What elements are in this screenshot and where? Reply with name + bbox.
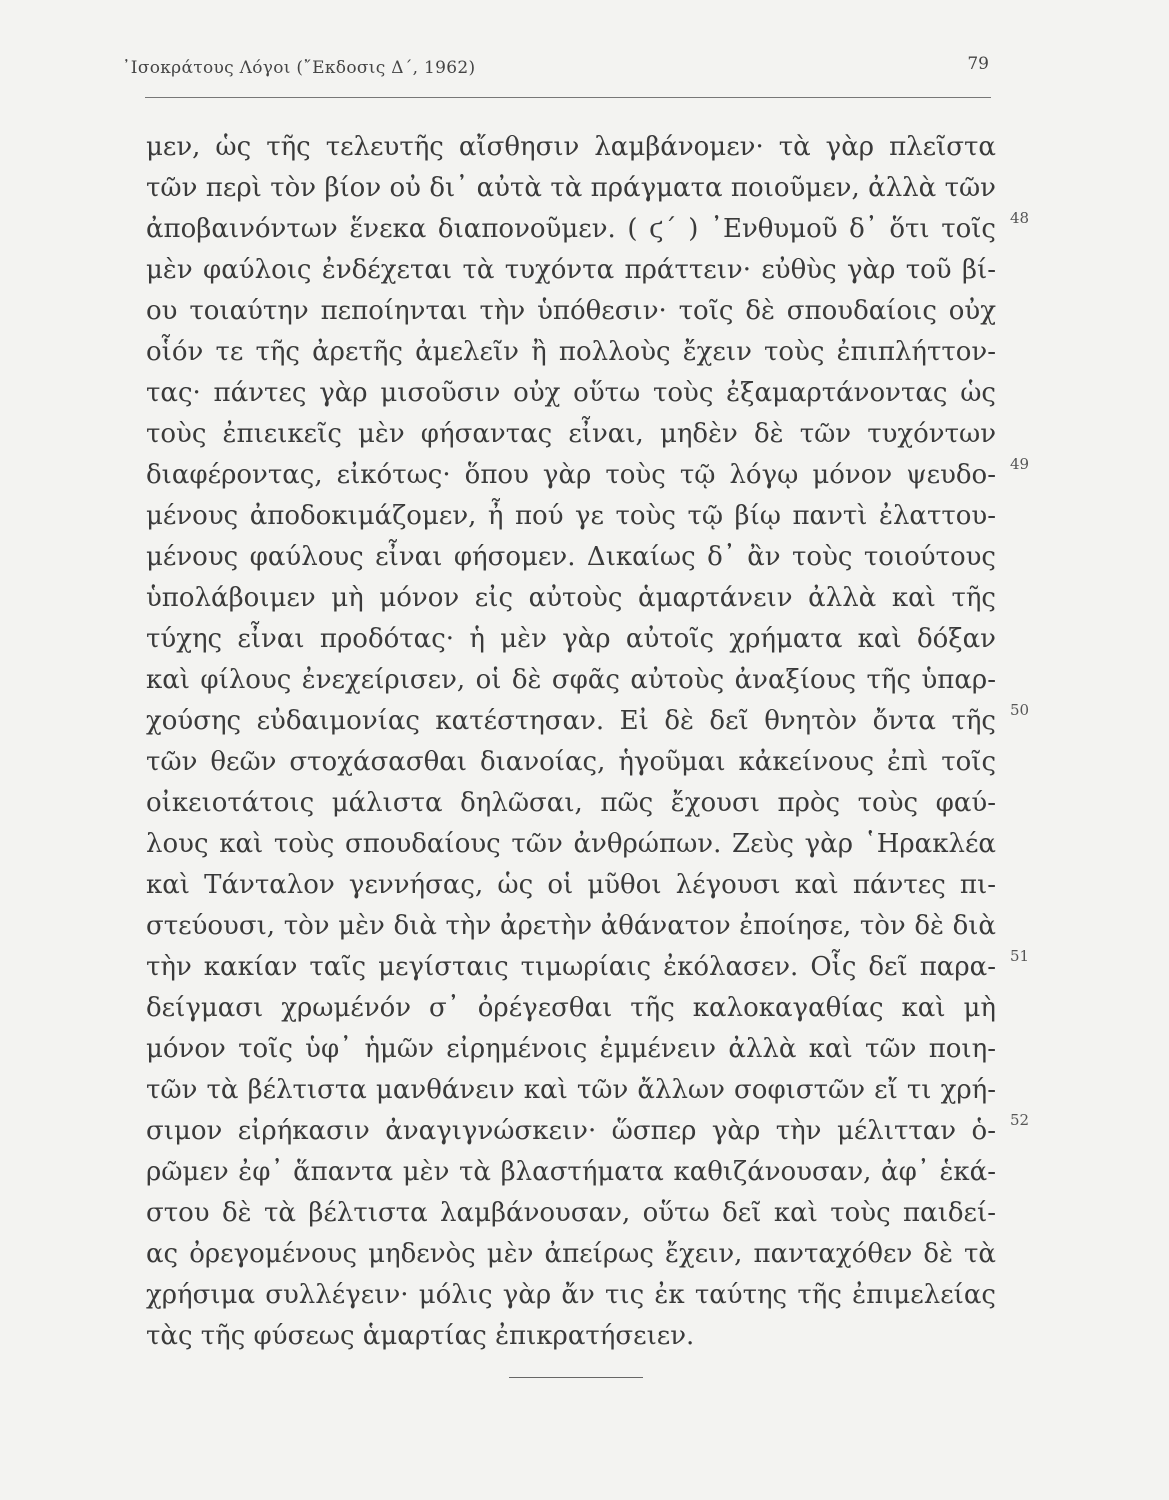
- text-line: καὶ φίλους ἐνεχείρισεν, οἱ δὲ σφᾶς αὐτοὺς ἀναξίους τῆς ὑπαρ-: [146, 665, 996, 695]
- text-line: ὑπολάβοιμεν μὴ μόνον εἰς αὐτοὺς ἁμαρτάνειν ἀλλὰ καὶ τῆς: [146, 583, 996, 613]
- text-line: τῶν περὶ τὸν βίον οὐ δι᾿ αὐτὰ τὰ πράγματα ποιοῦμεν, ἀλλὰ τῶν: [146, 173, 996, 203]
- running-head: ᾿Ισοκράτους Λόγοι (῎Εκδοσις Δ΄, 1962): [122, 58, 476, 78]
- text-line: τοὺς ἐπιεικεῖς μὲν φήσαντας εἶναι, μηδὲν δὲ τῶν τυχόντων: [146, 419, 996, 449]
- text-line: τῶν θεῶν στοχάσασθαι διανοίας, ἡγοῦμαι κἀκείνους ἐπὶ τοῖς: [146, 747, 996, 777]
- text-line: τὴν κακίαν ταῖς μεγίσταις τιμωρίαις ἐκόλασεν. Οἷς δεῖ παρα-: [146, 952, 996, 982]
- text-line: ρῶμεν ἐφ᾿ ἅπαντα μὲν τὰ βλαστήματα καθιζάνουσαν, ἀφ᾿ ἑκά-: [146, 1157, 996, 1187]
- page-number: 79: [967, 54, 989, 74]
- margin-number: 51: [1010, 947, 1030, 965]
- text-line: ας ὀρεγομένους μηδενὸς μὲν ἀπείρως ἔχειν, πανταχόθεν δὲ τὰ: [146, 1239, 996, 1269]
- text-line: οἰκειοτάτοις μάλιστα δηλῶσαι, πῶς ἔχουσι πρὸς τοὺς φαύ-: [146, 788, 996, 818]
- text-line: διαφέροντας, εἰκότως· ὅπου γὰρ τοὺς τῷ λόγῳ μόνον ψευδο-: [146, 460, 996, 490]
- text-line: οἷόν τε τῆς ἀρετῆς ἀμελεῖν ἢ πολλοὺς ἔχειν τοὺς ἐπιπλήττον-: [146, 337, 996, 367]
- text-line: λους καὶ τοὺς σπουδαίους τῶν ἀνθρώπων. Ζεὺς γὰρ ῾Ηρακλέα: [146, 829, 996, 859]
- text-line: στεύουσι, τὸν μὲν διὰ τὴν ἀρετὴν ἀθάνατον ἐποίησε, τὸν δὲ διὰ: [146, 911, 996, 941]
- text-line: μένους ἀποδοκιμάζομεν, ἦ πού γε τοὺς τῷ βίῳ παντὶ ἐλαττου-: [146, 501, 996, 531]
- text-line: σιμον εἰρήκασιν ἀναγιγνώσκειν· ὥσπερ γὰρ τὴν μέλιτταν ὁ-: [146, 1116, 996, 1146]
- text-line: μένους φαύλους εἶναι φήσομεν. Δικαίως δ᾿ ἂν τοὺς τοιούτους: [146, 542, 996, 572]
- main-text: [146, 127, 996, 1357]
- text-line: δείγμασι χρωμένόν σ᾿ ὀρέγεσθαι τῆς καλοκαγαθίας καὶ μὴ: [146, 993, 996, 1023]
- text-line: μεν, ὡς τῆς τελευτῆς αἴσθησιν λαμβάνομεν· τὰ γὰρ πλεῖστα: [146, 132, 996, 162]
- text-line: τῶν τὰ βέλτιστα μανθάνειν καὶ τῶν ἄλλων σοφιστῶν εἴ τι χρή-: [146, 1075, 996, 1105]
- text-line: καὶ Τάνταλον γεννήσας, ὡς οἱ μῦθοι λέγουσι καὶ πάντες πι-: [146, 870, 996, 900]
- text-line: τύχης εἶναι προδότας· ἡ μὲν γὰρ αὐτοῖς χρήματα καὶ δόξαν: [146, 624, 996, 654]
- header-rule: [145, 97, 991, 98]
- end-rule: [509, 1377, 643, 1378]
- margin-number: 50: [1010, 701, 1030, 719]
- margin-number: 48: [1010, 209, 1030, 227]
- text-line: μόνον τοῖς ὑφ᾿ ἡμῶν εἰρημένοις ἐμμένειν ἀλλὰ καὶ τῶν ποιη-: [146, 1034, 996, 1064]
- text-line-last: τὰς τῆς φύσεως ἁμαρτίας ἐπικρατήσειεν.: [146, 1321, 695, 1351]
- text-line: μὲν φαύλοις ἐνδέχεται τὰ τυχόντα πράττειν· εὐθὺς γὰρ τοῦ βί-: [146, 255, 996, 285]
- margin-number: 52: [1010, 1111, 1030, 1129]
- text-line: ἀποβαινόντων ἕνεκα διαπονοῦμεν. ( ϛ΄ ) ᾿Ενθυμοῦ δ᾿ ὅτι τοῖς: [146, 214, 996, 244]
- text-line: χούσης εὐδαιμονίας κατέστησαν. Εἰ δὲ δεῖ θνητὸν ὄντα τῆς: [146, 706, 996, 736]
- text-line: ου τοιαύτην πεποίηνται τὴν ὑπόθεσιν· τοῖς δὲ σπουδαίοις οὐχ: [146, 296, 996, 326]
- text-line: χρήσιμα συλλέγειν· μόλις γὰρ ἄν τις ἐκ ταύτης τῆς ἐπιμελείας: [146, 1280, 996, 1310]
- text-line: τας· πάντες γὰρ μισοῦσιν οὐχ οὕτω τοὺς ἐξαμαρτάνοντας ὡς: [146, 378, 996, 408]
- text-line: στου δὲ τὰ βέλτιστα λαμβάνουσαν, οὕτω δεῖ καὶ τοὺς παιδεί-: [146, 1198, 996, 1228]
- margin-number: 49: [1010, 455, 1030, 473]
